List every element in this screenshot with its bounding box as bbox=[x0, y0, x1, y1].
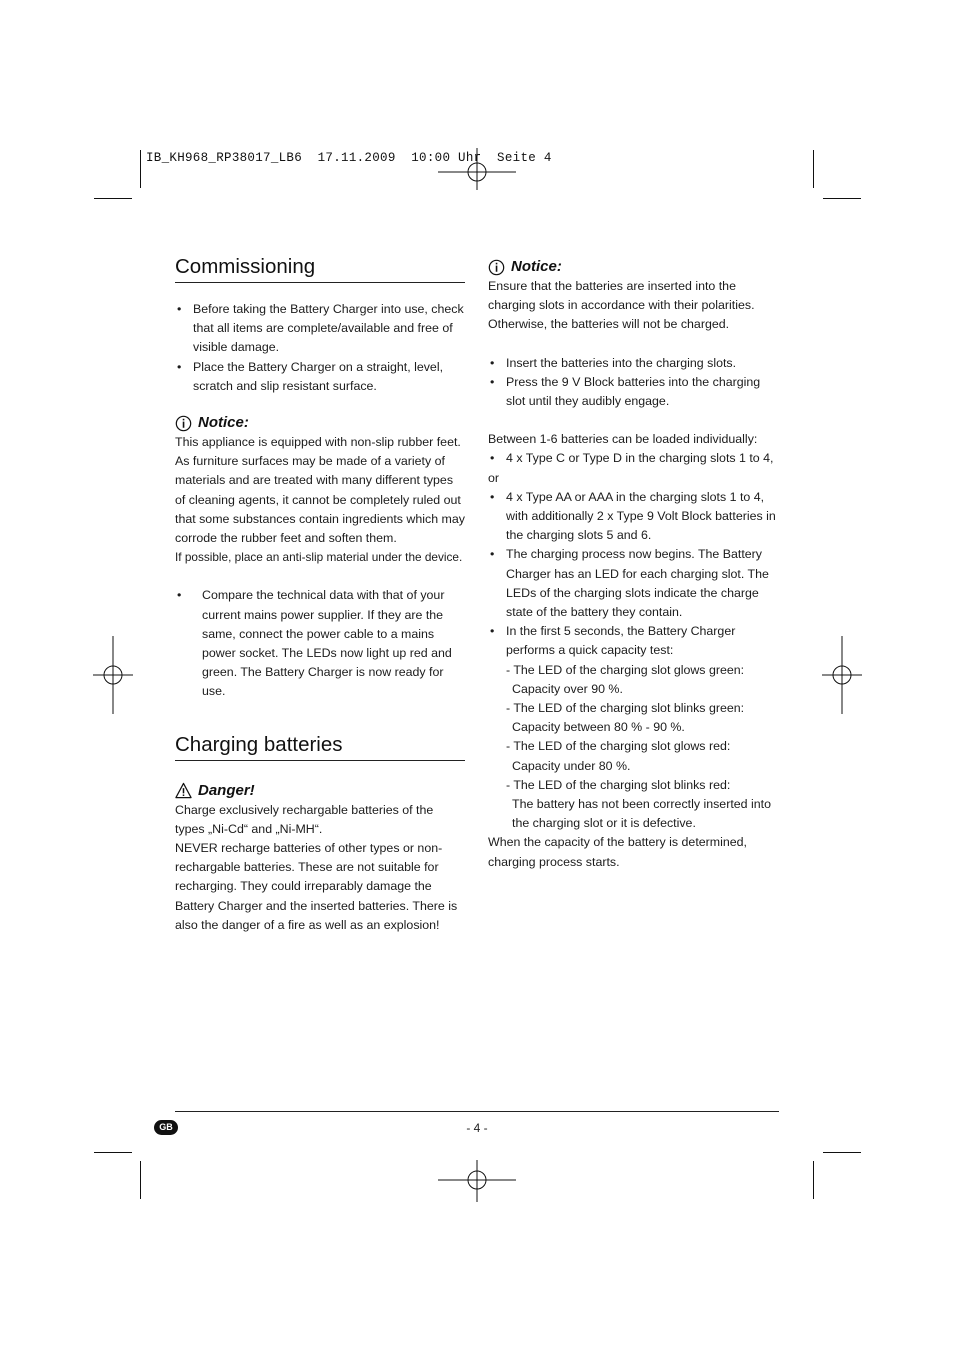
led-meaning: Capacity under 80 %. bbox=[512, 758, 631, 773]
list-item: • Insert the batteries into the charging slots. bbox=[488, 354, 780, 373]
right-column bbox=[488, 257, 780, 872]
led-state: - The LED of the charging slot glows green: bbox=[506, 662, 745, 677]
led-state: - The LED of the charging slot blinks red: bbox=[506, 777, 731, 792]
danger-text: Charge exclusively rechargable batteries of the types „Ni-Cd“ and „Ni-MH“. bbox=[175, 802, 434, 836]
commissioning-heading: Commissioning bbox=[175, 254, 465, 283]
registration-mark-top bbox=[438, 148, 516, 190]
list-item: • The charging process now begins. The Battery Charger has an LED for each charging slot. The LEDs of the charging slots indicate the charge state of the battery they contain. bbox=[488, 545, 780, 622]
danger-heading bbox=[175, 781, 465, 801]
process-list bbox=[488, 488, 780, 661]
registration-mark-bottom bbox=[438, 1160, 516, 1202]
closing-text: When the capacity of the battery is determined, charging process starts. bbox=[488, 835, 747, 869]
list-item: • In the first 5 seconds, the Battery Charger performs a quick capacity test: bbox=[488, 622, 780, 660]
danger-text-warning: NEVER recharge batteries of other types or non-rechargable batteries. These are not suitable for recharging. They could irreparably damage the Battery Charger and the inserted batteries. There is also the danger of a fire as well as an explosion! bbox=[175, 841, 458, 932]
insert-list bbox=[488, 354, 780, 412]
type-c-list bbox=[488, 449, 780, 468]
danger-title: Danger! bbox=[198, 781, 255, 799]
warning-triangle-icon bbox=[175, 782, 192, 799]
led-state: - The LED of the charging slot blinks green: bbox=[506, 701, 745, 716]
left-column bbox=[175, 254, 465, 935]
list-item: • Press the 9 V Block batteries into the charging slot until they audibly engage. bbox=[488, 373, 780, 411]
notice-text: This appliance is equipped with non-slip rubber feet. As furniture surfaces may be made of a variety of materials and are treated with many different types of cleaning agents, it cannot be completely ruled out that some substances contain ingredients which may corrode the rubber feet and soften them. bbox=[175, 435, 465, 546]
list-item: • Compare the technical data with that of your current mains power supplier. If they are the same, connect the power cable to a mains power socket. The LEDs now light up red and green. The Battery Charger is now ready for use. bbox=[175, 586, 465, 701]
led-meaning: The battery has not been correctly inserted into the charging slot or it is defective. bbox=[512, 797, 771, 831]
between-text: Between 1-6 batteries can be loaded individually: bbox=[488, 432, 758, 447]
registration-mark-left bbox=[93, 636, 133, 714]
notice-text-anti-slip: If possible, place an anti-slip material under the device. bbox=[175, 550, 463, 565]
notice-title: Notice: bbox=[511, 258, 562, 275]
notice-heading bbox=[175, 413, 465, 433]
registration-mark-right bbox=[822, 636, 862, 714]
notice-heading bbox=[488, 257, 780, 277]
info-icon bbox=[175, 415, 192, 432]
compare-list bbox=[175, 586, 465, 701]
list-item: • Place the Battery Charger on a straight, level, scratch and slip resistant surface. bbox=[175, 358, 465, 396]
list-item: • Before taking the Battery Charger into use, check that all items are complete/available and free of visible damage. bbox=[175, 300, 465, 358]
led-state: - The LED of the charging slot glows red: bbox=[506, 739, 731, 754]
page-number: - 4 - bbox=[466, 1121, 488, 1135]
list-item: • 4 x Type C or Type D in the charging slots 1 to 4, bbox=[488, 449, 780, 468]
print-header: IB_KH968_RP38017_LB6 17.11.2009 10:00 Uhr Seite 4 bbox=[146, 151, 552, 165]
commissioning-list bbox=[175, 300, 465, 396]
info-icon bbox=[488, 259, 505, 276]
notice-title: Notice: bbox=[198, 414, 249, 432]
list-item: • 4 x Type AA or AAA in the charging slots 1 to 4, with additionally 2 x Type 9 Volt Block batteries in the charging slots 5 and 6. bbox=[488, 488, 780, 546]
charging-batteries-heading: Charging batteries bbox=[175, 732, 465, 761]
footer-rule bbox=[175, 1111, 779, 1112]
or-text: or bbox=[488, 470, 500, 485]
notice-text: Ensure that the batteries are inserted into the charging slots in accordance with their polarities. Otherwise, the batteries will not be charged. bbox=[488, 279, 755, 332]
led-states bbox=[488, 661, 780, 834]
led-meaning: Capacity over 90 %. bbox=[512, 681, 623, 696]
language-badge: GB bbox=[154, 1120, 178, 1135]
led-meaning: Capacity between 80 % - 90 %. bbox=[512, 720, 685, 735]
